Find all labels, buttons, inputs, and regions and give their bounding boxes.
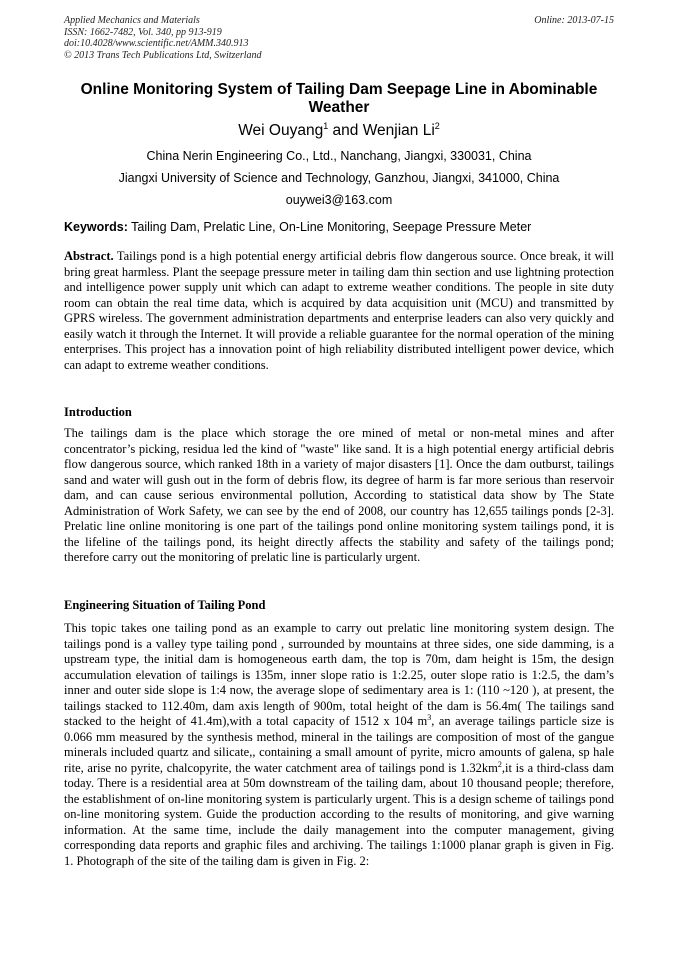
abstract: [64, 249, 614, 373]
paper-title: Online Monitoring System of Tailing Dam Seepage Line in Abominable Weather: [80, 81, 598, 116]
issn-line: ISSN: 1662-7482, Vol. 340, pp 913-919: [64, 26, 222, 38]
journal-name: Applied Mechanics and Materials: [64, 15, 200, 26]
author-line: [60, 121, 618, 141]
square-superscript: 2: [497, 759, 502, 769]
engineering-heading: Engineering Situation of Tailing Pond: [64, 598, 266, 612]
engineering-text-part-3: ,it is a third-class dam today. There is a residential area at 50m downstream of the tailing dam, about 10 thousand people; therefore, the establishment of on-line monitoring system is particularly urgent. This is a design scheme of tailings pond on-line monitoring system. Guide the production according to the results of monitoring, and give warning information. At the same time, include the daily management into the computer management, giving corresponding data reports and graphic files and archiving. The tailings 1:1000 planar graph is given in Fig. 1. Photograph of the site of the tailing dam is given in Fig. 2:: [64, 760, 614, 868]
online-date: Online: 2013-07-15: [534, 15, 614, 26]
copyright-line: © 2013 Trans Tech Publications Ltd, Switzerland: [64, 49, 262, 61]
author-2-sup: 2: [434, 120, 440, 131]
affiliation-2: Jiangxi University of Science and Technology, Ganzhou, Jiangxi, 341000, China: [118, 171, 560, 185]
author-conjunction: and: [328, 122, 363, 139]
author-1: Wei Ouyang: [238, 122, 324, 139]
doi-line: doi:10.4028/www.scientific.net/AMM.340.913: [64, 38, 249, 49]
affiliation-1: China Nerin Engineering Co., Ltd., Nanchang, Jiangxi, 330031, China: [146, 149, 532, 163]
abstract-label: Abstract.: [64, 249, 114, 263]
journal-info: [64, 15, 262, 61]
keywords-label: Keywords:: [64, 220, 128, 234]
introduction-heading: Introduction: [64, 405, 132, 419]
engineering-text-part-1: This topic takes one tailing pond as an example to carry out prelatic line monitoring system design. The tailings pond is a valley type tailing pond , surrounded by mountains at three sides, one side damming, is a upstream type, the initial dam is homogeneous earth dam, the top is 70m, dam height is 15m, the design accumulation elevation of tailings is 135m, inner slope ratio is 1:2.25, outer slope ratio is 1:2.5, the dam’s inner and outer side slope is 1:4 now, the average slope of sedimentary area is 1: (110 ~120 ), at present, the tailings stacked to 112.40m, dam axis length of 900m, total height of the dam is 56.4m( The tailings sand stacked to the height of 41.4m),with a total capacity of 1512 x 104 m: [64, 621, 614, 728]
engineering-text: [64, 621, 614, 869]
author-email: ouywei3@163.com: [285, 193, 393, 207]
keywords: [64, 220, 616, 235]
introduction-text: The tailings dam is the place which storage the ore mined of metal or non-metal mines and after concentrator’s picking, residua led the kind of "waste" like sand. It is a high potential energy artificial debris flow dangerous source, which ranked 18th in a variety of major disasters [1]. Once the dam outburst, tailings sand and water will gush out in the form of debris flow, its degree of harm is far more serious than reservoir dam, and can cause serious environmental pollution, According to statistical data show by The State Administration of Work Safety, we can see by the end of 2008, our country has 12,655 tailings ponds [2-3]. Prelatic line online monitoring is one part of the tailings pond online monitoring system tailings pond, it is the lifeline of the tailings pond, its height directly affects the stability and safety of the tailings pond; therefore carry out the monitoring of prelatic line is particularly urgent.: [64, 426, 614, 564]
keywords-text: Tailing Dam, Prelatic Line, On-Line Monitoring, Seepage Pressure Meter: [127, 220, 532, 234]
author-2: Wenjian Li: [362, 122, 435, 139]
cubic-superscript: 3: [427, 712, 432, 722]
abstract-text: Tailings pond is a high potential energy artificial debris flow dangerous source. Once break, it will bring great harmless. Plant the seepage pressure meter in tailing dam thin section and use lightning protection and intelligence power supply unit which can adapt to extreme weather conditions. The people in site duty room can obtain the real time data, which is acquired by data acquisition unit (MCU) and transmitted by GPRS wireless. The government administration departments and enterprise leaders can also very quickly and easily watch it through the Internet. It will provide a reliable guarantee for the normal operation of the mining enterprises. This project has a innovation point of high reliability distributed intelligent power device, which can adapt to extreme weather conditions.: [64, 249, 614, 372]
author-1-sup: 1: [323, 120, 329, 131]
engineering-text-part-2: , an average tailings particle size is 0.066 mm measured by the synthesis method, mineral in the tailings are composition of most of the gangue minerals included quartz and silicate,, containing a small amount of pyrite, micro amounts of galena, sp hale rite, arise no pyrite, chalcopyrite, the water catchment area of tailings pond is 1.32km: [64, 714, 614, 775]
